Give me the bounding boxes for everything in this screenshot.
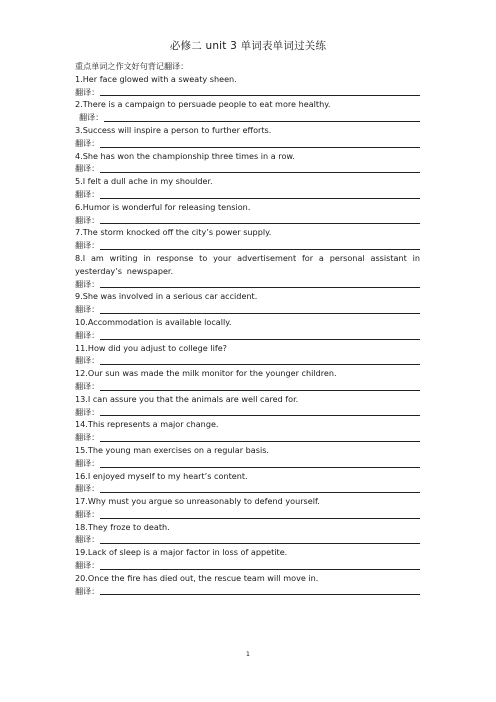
answer-label: 翻译： — [75, 188, 100, 199]
answer-blank-12[interactable] — [100, 381, 420, 391]
exercise-sentence-12: 12.Our sun was made the milk monitor for the younger children. — [75, 368, 337, 379]
answer-row-17 — [75, 508, 420, 521]
section-intro: 重点单词之作文好句背记翻译： — [75, 61, 189, 71]
answer-blank-20[interactable] — [100, 585, 420, 595]
exercise-sentence-17: 17.Why must you argue so unreasonably to defend yourself. — [75, 496, 320, 507]
answer-row-10 — [75, 329, 420, 342]
exercise-sentence-19: 19.Lack of sleep is a major factor in loss of appetite. — [75, 547, 288, 558]
answer-row-12 — [75, 380, 420, 393]
exercise-sentence-20: 20.Once the fire has died out, the rescue team will move in. — [75, 572, 319, 583]
answer-label: 翻译： — [75, 137, 100, 148]
answer-label: 翻译： — [75, 240, 100, 251]
answer-row-9 — [75, 303, 420, 316]
answer-blank-18[interactable] — [100, 534, 420, 544]
answer-label: 翻译： — [75, 432, 100, 443]
answer-blank-5[interactable] — [100, 189, 420, 199]
exercise-sentence-9: 9.She was involved in a serious car accident. — [75, 291, 258, 302]
exercise-sentence-15: 15.The young man exercises on a regular basis. — [75, 444, 269, 455]
answer-row-19 — [75, 559, 420, 572]
answer-row-14 — [75, 431, 420, 444]
exercise-sentence-5: 5.I felt a dull ache in my shoulder. — [75, 176, 213, 187]
answer-label: 翻译： — [75, 304, 100, 315]
answer-blank-7[interactable] — [100, 240, 420, 250]
answer-label: 翻译： — [75, 534, 100, 545]
exercise-sentence-4: 4.She has won the championship three times in a row. — [75, 150, 295, 161]
exercise-sentence-8: 8.I am writing in response to your advertisement for a personal assistant in yesterday’s newspaper. — [75, 252, 420, 276]
answer-label: 翻译： — [75, 483, 100, 494]
exercise-sentence-2: 2.There is a campaign to persuade people to eat more healthy. — [75, 99, 331, 110]
answer-label: 翻译： — [75, 406, 100, 417]
answer-blank-10[interactable] — [100, 330, 420, 340]
answer-row-8 — [75, 278, 420, 291]
exercise-sentence-7: 7.The storm knocked off the city’s power supply. — [75, 227, 272, 238]
answer-row-4 — [75, 162, 420, 175]
answer-row-11 — [75, 354, 420, 367]
answer-row-1 — [75, 86, 420, 99]
answer-label: 翻译： — [75, 329, 100, 340]
exercise-sentence-11: 11.How did you adjust to college life? — [75, 342, 227, 353]
answer-label: 翻译： — [75, 508, 100, 519]
answer-blank-15[interactable] — [100, 458, 420, 468]
answer-row-16 — [75, 482, 420, 495]
answer-blank-13[interactable] — [100, 406, 420, 416]
answer-row-18 — [75, 533, 420, 546]
answer-row-13 — [75, 406, 420, 419]
exercise-sentence-14: 14.This represents a major change. — [75, 419, 219, 430]
exercise-sentence-16: 16.I enjoyed myself to my heart’s content. — [75, 470, 248, 481]
answer-blank-2[interactable] — [104, 112, 420, 122]
answer-blank-19[interactable] — [100, 560, 420, 570]
answer-blank-4[interactable] — [100, 163, 420, 173]
answer-blank-6[interactable] — [100, 214, 420, 224]
page-number: 1 — [245, 650, 251, 658]
answer-row-3 — [75, 137, 420, 150]
answer-blank-3[interactable] — [100, 138, 420, 148]
answer-label: 翻译： — [75, 214, 100, 225]
answer-blank-11[interactable] — [100, 355, 420, 365]
answer-label: 翻译： — [75, 86, 100, 97]
answer-label: 翻译： — [75, 560, 100, 571]
answer-blank-16[interactable] — [100, 483, 420, 493]
answer-row-5 — [75, 188, 420, 201]
answer-row-20 — [75, 585, 420, 598]
page-title: 必修二 unit 3 单词表单词过关练 — [169, 40, 327, 52]
answer-label: 翻译： — [79, 112, 104, 123]
answer-label: 翻译： — [75, 457, 100, 468]
exercise-sentence-3: 3.Success will inspire a person to further efforts. — [75, 124, 272, 135]
answer-row-15 — [75, 457, 420, 470]
answer-blank-14[interactable] — [100, 432, 420, 442]
answer-label: 翻译： — [75, 163, 100, 174]
answer-label: 翻译： — [75, 355, 100, 366]
exercise-sentence-18: 18.They froze to death. — [75, 521, 170, 532]
answer-label: 翻译： — [75, 278, 100, 289]
exercise-sentence-1: 1.Her face glowed with a sweaty sheen. — [75, 73, 237, 84]
answer-row-2 — [75, 111, 420, 124]
answer-blank-8[interactable] — [100, 278, 420, 288]
answer-blank-17[interactable] — [100, 509, 420, 519]
exercise-sentence-6: 6.Humor is wonderful for releasing tension. — [75, 201, 251, 212]
exercise-sentence-10: 10.Accommodation is available locally. — [75, 316, 232, 327]
exercise-sentence-13: 13.I can assure you that the animals are well cared for. — [75, 393, 299, 404]
answer-blank-1[interactable] — [100, 86, 420, 96]
answer-label: 翻译： — [75, 585, 100, 596]
answer-blank-9[interactable] — [100, 304, 420, 314]
answer-row-6 — [75, 214, 420, 227]
exercise-list — [75, 60, 420, 597]
answer-row-7 — [75, 239, 420, 252]
answer-label: 翻译： — [75, 380, 100, 391]
